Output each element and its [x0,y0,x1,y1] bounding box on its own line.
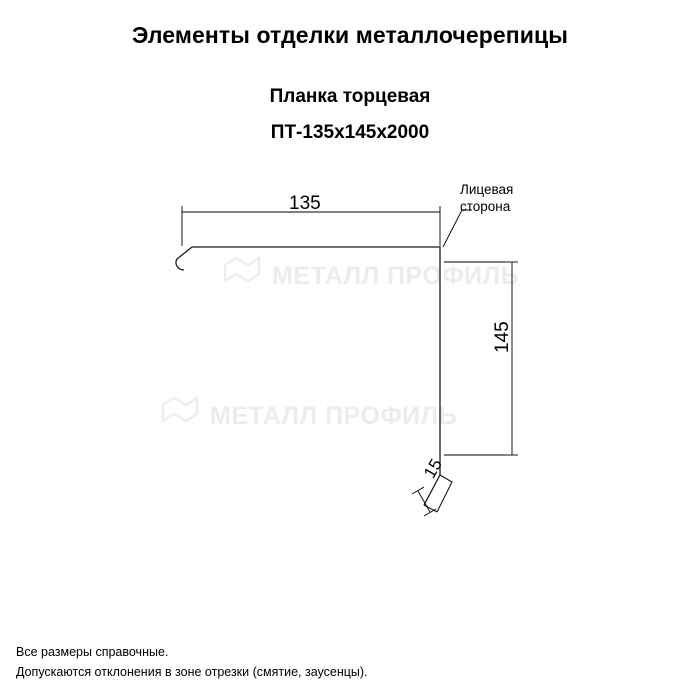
page-title: Элементы отделки металлочерепицы [131,22,568,48]
profile-outline [176,247,440,505]
product-code: ПТ-135х145х2000 [270,122,430,143]
watermark-text-bottom: МЕТАЛЛ ПРОФИЛЬ [210,402,458,430]
profile-flange-end [424,505,437,512]
dimension-label-135: 135 [289,193,321,214]
drawing-svg [0,150,700,570]
annotation-face-side [460,182,513,216]
annotation-line-2: сторона [460,198,511,214]
footer-note-2: Допускаются отклонения в зоне отрезки (смятие, заусенцы). [16,664,368,679]
annotation-line-1: Лицевая [460,182,514,197]
profile-flange-inner [437,475,452,512]
dim-tick-15-b [424,509,436,516]
technical-drawing [0,150,700,570]
watermark-text-top: МЕТАЛЛ ПРОФИЛЬ [272,262,520,290]
dimension-label-145: 145 [492,321,513,353]
product-name: Планка торцевая [269,86,431,107]
dimension-label-15: 15 [420,455,446,482]
footer-notes [16,643,368,682]
dim-line-15 [418,491,430,512]
dim-tick-15-a [412,487,424,494]
footer-note-1: Все размеры справочные. [16,645,169,660]
